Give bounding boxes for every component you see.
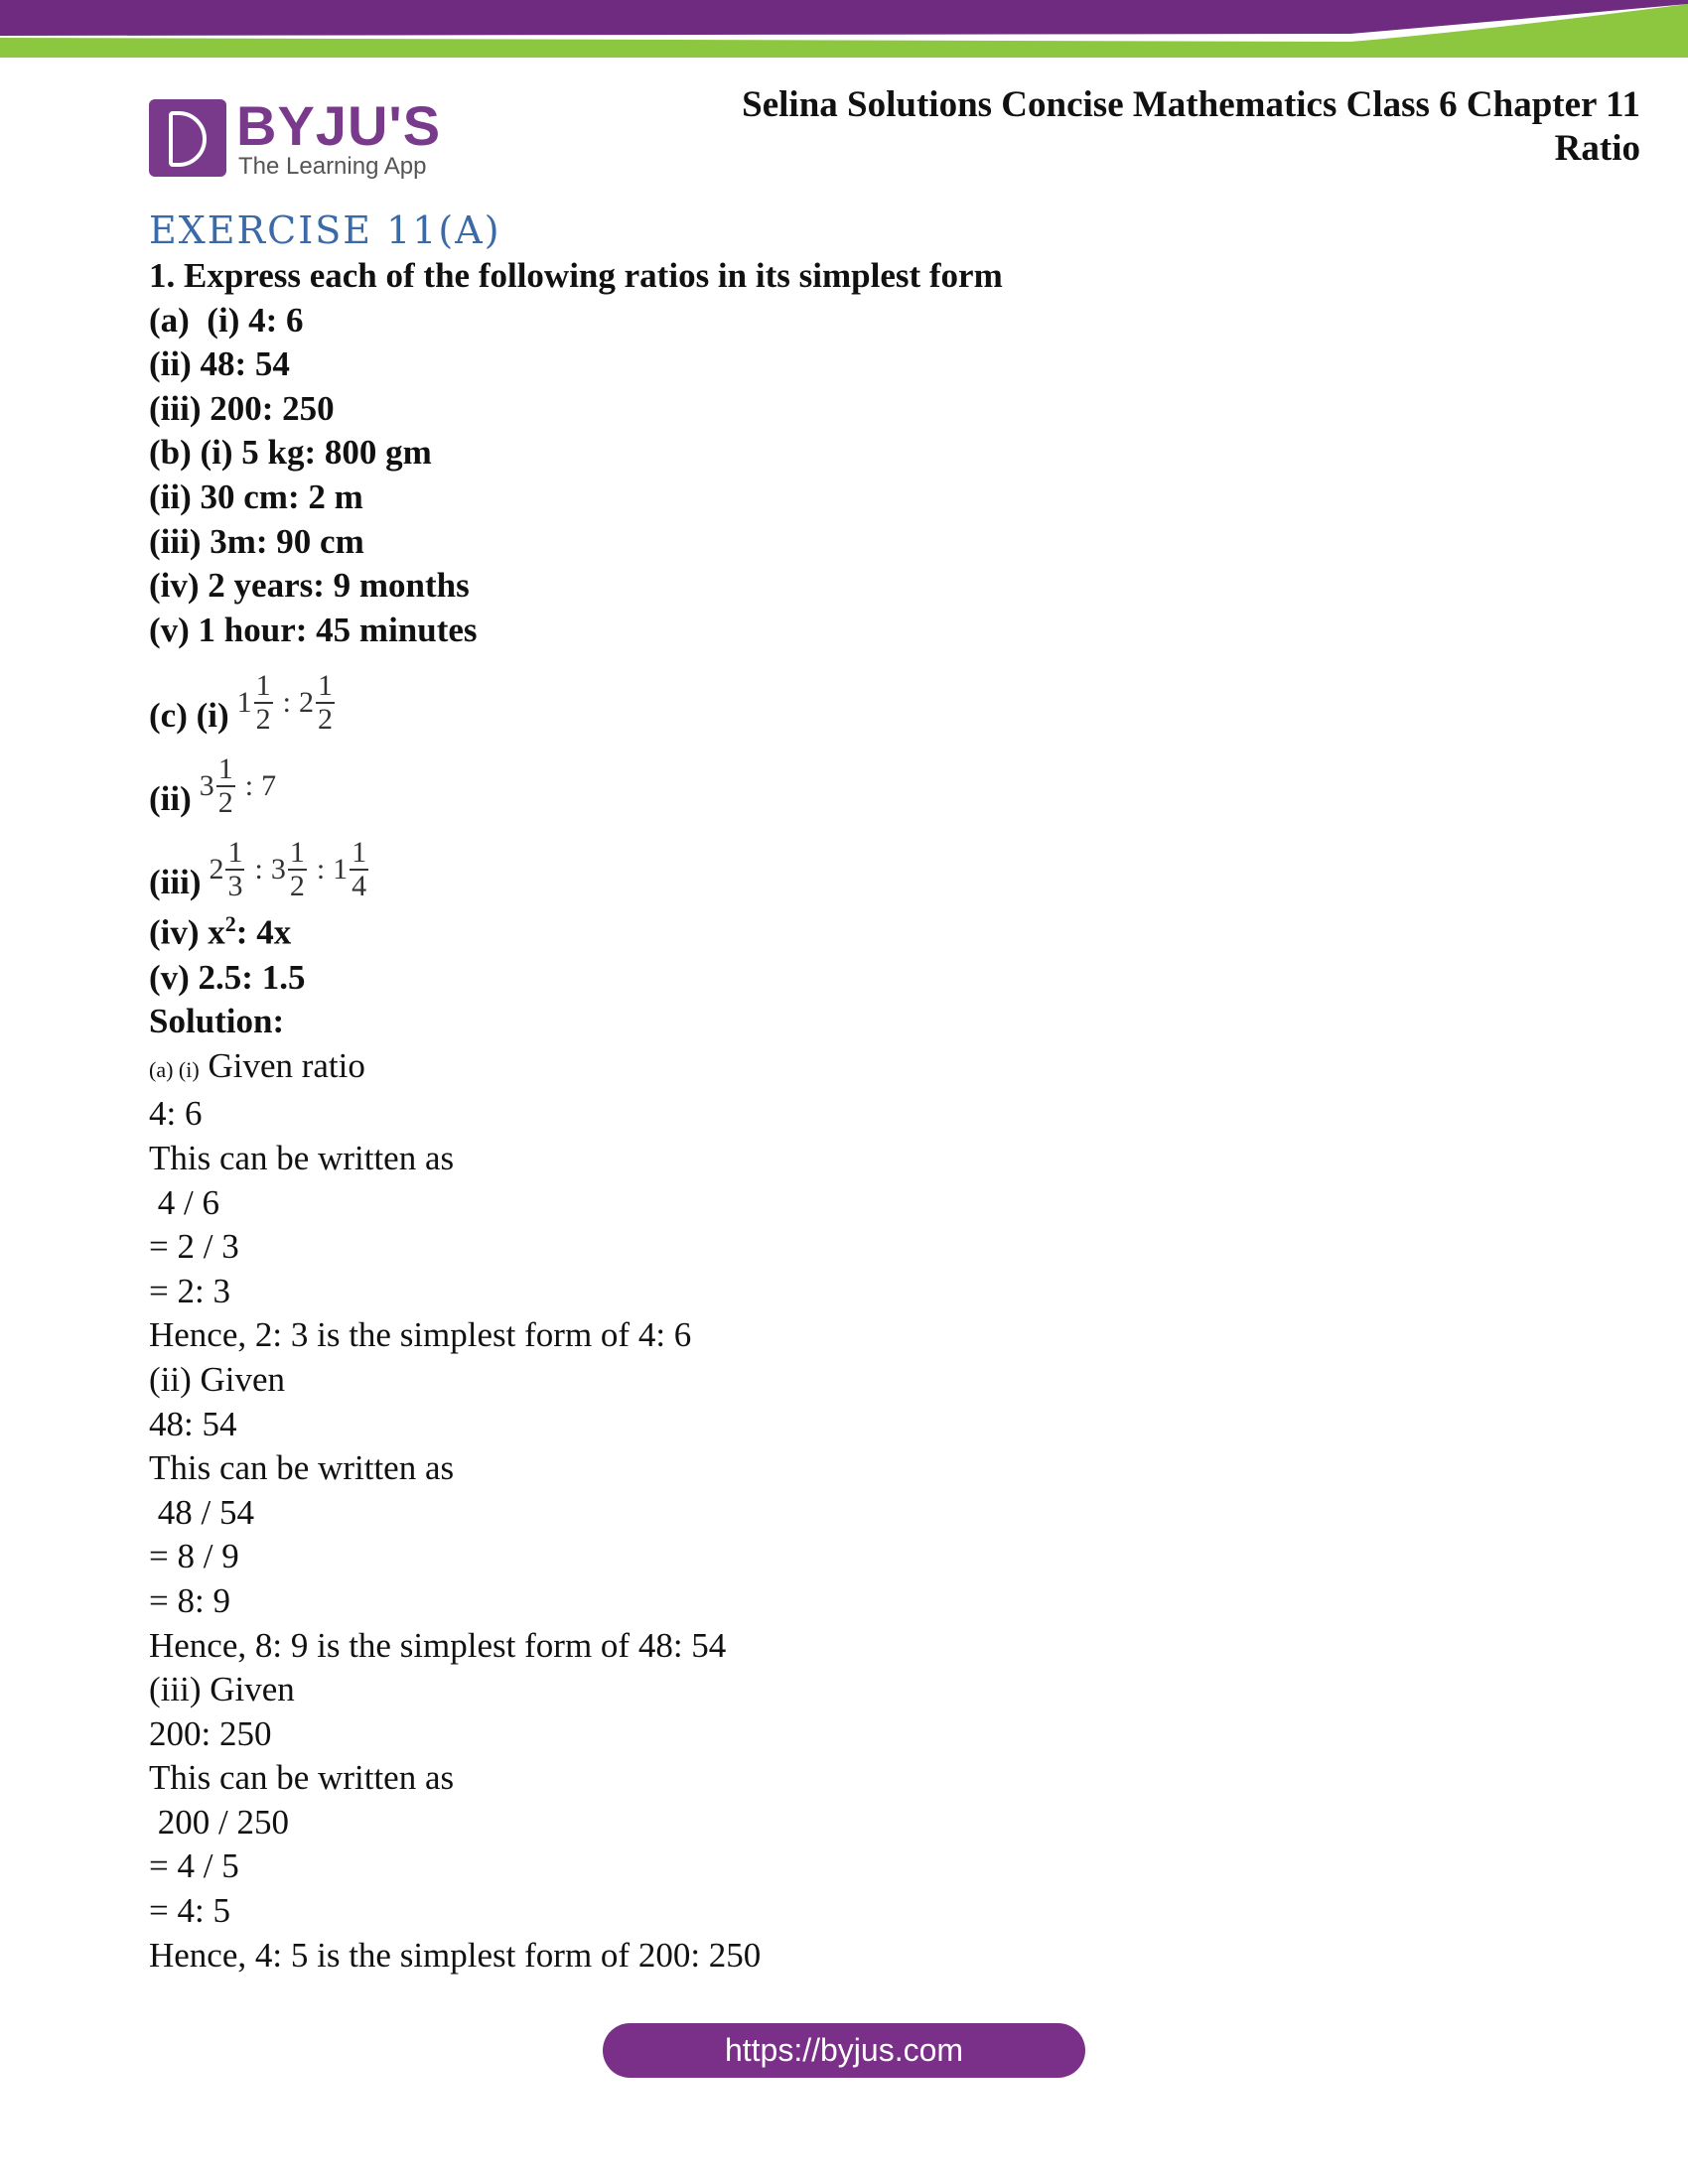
solution-line: (iii) Given bbox=[149, 1670, 295, 1709]
question-item: (ii) 30 cm: 2 m bbox=[149, 477, 363, 516]
solution-line: = 2: 3 bbox=[149, 1271, 230, 1310]
solution-line: 200: 250 bbox=[149, 1713, 272, 1753]
question-item: (v) 1 hour: 45 minutes bbox=[149, 610, 478, 649]
page-content bbox=[149, 206, 1539, 1978]
question-item: (iv) $x^2$: 4x bbox=[149, 911, 292, 952]
question-item: (a) (i) 4: 6 bbox=[149, 300, 304, 340]
question-title: 1. Express each of the following ratios in its simplest form bbox=[149, 256, 1003, 295]
question-item-fraction bbox=[149, 736, 1539, 819]
solution-line: = 8: 9 bbox=[149, 1580, 230, 1620]
question-label: (c) (i) bbox=[149, 696, 229, 736]
solution-block-a-i bbox=[149, 1092, 1539, 1358]
exercise-heading: EXERCISE 11(A) bbox=[149, 208, 501, 252]
solution-line: = 4 / 5 bbox=[149, 1846, 239, 1886]
question-item: (iv) 2 years: 9 months bbox=[149, 566, 470, 606]
solution-line: This can be written as bbox=[149, 1138, 455, 1177]
solution-block-a-ii bbox=[149, 1358, 1539, 1668]
solution-line: = 2 / 3 bbox=[149, 1227, 239, 1267]
question-item: (v) 2.5: 1.5 bbox=[149, 957, 306, 997]
solution-line: Hence, 8: 9 is the simplest form of 48: 54 bbox=[149, 1625, 727, 1665]
solution-line: Hence, 4: 5 is the simplest form of 200: 250 bbox=[149, 1935, 762, 1975]
solution-heading: Solution: bbox=[149, 1002, 285, 1041]
solution-line: 48 / 54 bbox=[149, 1492, 254, 1532]
solution-line: This can be written as bbox=[149, 1758, 455, 1798]
question-item: (iii) 200: 250 bbox=[149, 388, 335, 428]
solution-line: 48: 54 bbox=[149, 1404, 237, 1443]
document-title bbox=[742, 83, 1640, 171]
solution-line: Hence, 2: 3 is the simplest form of 4: 6 bbox=[149, 1315, 692, 1355]
fraction-expression: 3 $\frac{1}{2}$ : 7 bbox=[199, 752, 277, 820]
question-label: (iii) bbox=[149, 863, 202, 902]
logo-name: BYJU'S bbox=[236, 94, 442, 157]
title-line-1: Selina Solutions Concise Mathematics Class 6 Chapter 11 bbox=[742, 84, 1640, 125]
question-item-fraction bbox=[149, 819, 1539, 902]
fraction-expression: 2 $\frac{1}{3}$ : 3 $\frac{1}{2}$ : 1 $\frac{1}{4}$ bbox=[209, 836, 367, 903]
logo-tagline: The Learning App bbox=[238, 153, 427, 180]
solution-block-a-iii bbox=[149, 1668, 1539, 1978]
solution-line: (a) (i) Given ratio bbox=[149, 1045, 365, 1085]
solution-line: 200 / 250 bbox=[149, 1802, 289, 1842]
question-item: (iii) 3m: 90 cm bbox=[149, 521, 364, 561]
title-line-2: Ratio bbox=[1554, 128, 1640, 169]
solution-line: This can be written as bbox=[149, 1448, 455, 1488]
fraction-expression: 1 $\frac{1}{2}$ : 2 $\frac{1}{2}$ bbox=[236, 669, 333, 737]
byjus-logo bbox=[149, 95, 447, 181]
question-item: (ii) 48: 54 bbox=[149, 344, 290, 384]
solution-line: 4: 6 bbox=[149, 1094, 203, 1134]
solution-line: = 8 / 9 bbox=[149, 1537, 239, 1576]
solution-line: = 4: 5 bbox=[149, 1891, 230, 1931]
solution-line: 4 / 6 bbox=[149, 1182, 219, 1222]
question-item-fraction bbox=[149, 652, 1539, 736]
footer-url-link[interactable]: https://byjus.com bbox=[603, 2023, 1085, 2078]
question-label: (ii) bbox=[149, 779, 192, 819]
solution-line: (ii) Given bbox=[149, 1359, 286, 1399]
top-banner bbox=[0, 0, 1688, 58]
logo-mark bbox=[149, 99, 226, 177]
question-item: (b) (i) 5 kg: 800 gm bbox=[149, 433, 432, 473]
